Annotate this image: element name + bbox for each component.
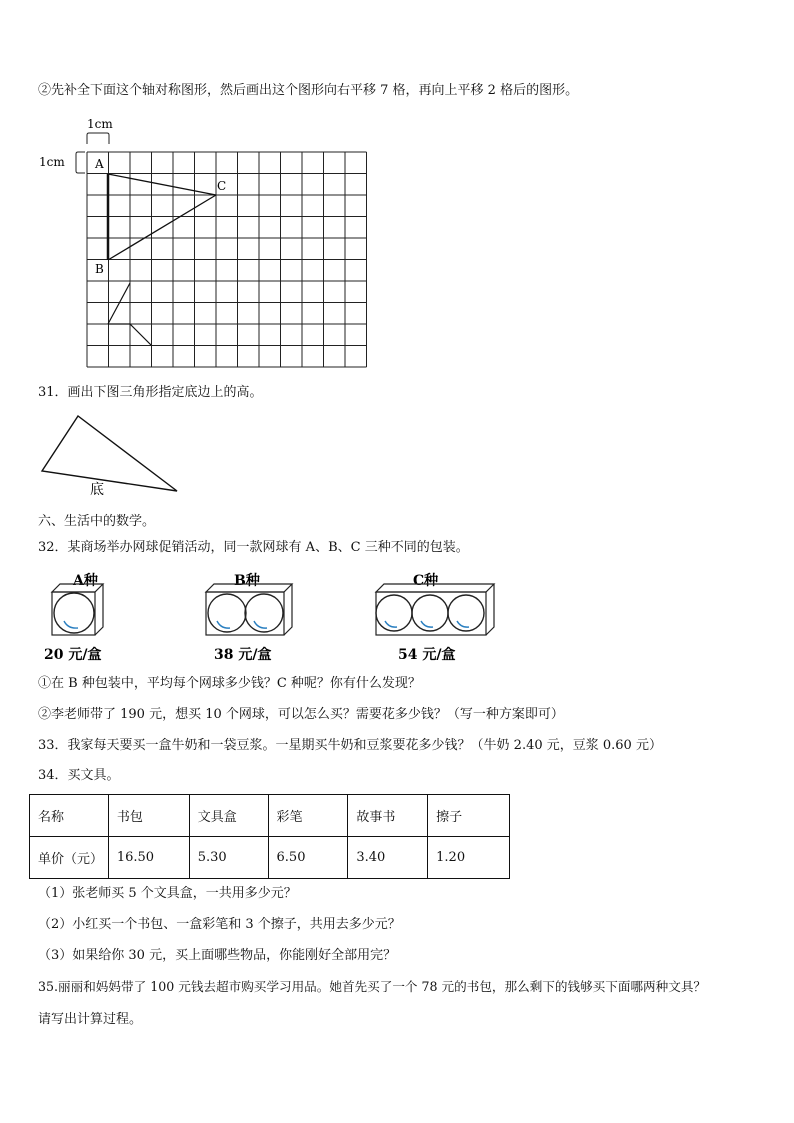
label-a: A (95, 157, 104, 171)
table-row (30, 837, 510, 879)
package-c-price: 54 元/盒 (398, 647, 456, 663)
label-b: B (95, 262, 104, 276)
q33-text: 33．我家每天要买一盒牛奶和一袋豆浆。一星期买牛奶和豆浆要花多少钱？（牛奶 2.40 元，豆浆 0.60 元） (38, 738, 662, 753)
q35-line1-text: 35.丽丽和妈妈带了 100 元钱去超市购买学习用品。她首先买了一个 78 元的书包，那么剩下的钱够买下面哪两种文具？ (38, 979, 707, 994)
package-a (44, 572, 103, 663)
table-cell: 彩笔 (268, 795, 348, 837)
grid-lines (87, 152, 367, 367)
package-a-name: A种 (73, 573, 98, 589)
table-cell: 1.20 (428, 837, 510, 879)
section-6-title: 六、生活中的数学。 (38, 514, 156, 529)
q31-text: 31．画出下图三角形指定底边上的高。 (38, 385, 263, 400)
grid-figure (0, 0, 794, 380)
table-cell: 单价（元） (30, 837, 109, 879)
q34-part1-text: （1）张老师买 5 个文具盒，一共用多少元？ (38, 886, 297, 901)
package-c-name: C种 (413, 573, 439, 589)
triangle (42, 416, 177, 491)
unit-top-label: 1cm (87, 117, 113, 131)
q32-part1-text: ①在 B 种包装中，平均每个网球多少钱？C 种呢？你有什么发现？ (38, 676, 421, 691)
ball (54, 593, 94, 633)
partial-line-1 (108, 283, 130, 324)
price-table (29, 794, 510, 879)
ball (208, 594, 246, 632)
package-b (206, 572, 292, 663)
package-b-price: 38 元/盒 (214, 647, 272, 663)
ball (245, 594, 283, 632)
table-cell: 5.30 (189, 837, 268, 879)
segment-ac (108, 174, 216, 195)
table-cell: 故事书 (348, 795, 428, 837)
table-cell: 6.50 (268, 837, 348, 879)
package-b-name: B种 (234, 573, 260, 589)
ball (412, 595, 448, 631)
package-c (376, 572, 494, 663)
triangle-base-label: 底 (90, 482, 104, 498)
q30-part2-text: ②先补全下面这个轴对称图形，然后画出这个图形向右平移 7 格，再向上平移 2 格后的图形。 (38, 83, 579, 98)
ball (448, 595, 484, 631)
package-a-price: 20 元/盒 (44, 647, 102, 663)
table-cell: 名称 (30, 795, 109, 837)
table-cell: 书包 (108, 795, 189, 837)
table-cell: 文具盒 (189, 795, 268, 837)
label-c: C (217, 179, 227, 193)
q34-part3-text: （3）如果给你 30 元，买上面哪些物品，你能刚好全部用完？ (38, 948, 397, 963)
unit-bracket-top (87, 133, 109, 144)
table-cell: 擦子 (428, 795, 510, 837)
unit-left-label: 1cm (39, 155, 65, 169)
q32-part2-text: ②李老师带了 190 元，想买 10 个网球，可以怎么买？需要花多少钱？（写一种方案即可） (38, 707, 564, 722)
packages-figure (0, 565, 794, 665)
table-cell: 16.50 (108, 837, 189, 879)
table-cell: 3.40 (348, 837, 428, 879)
q34-text: 34．买文具。 (38, 768, 120, 783)
table-header-row (30, 795, 510, 837)
segment-bc (108, 195, 216, 260)
ball (376, 595, 412, 631)
q34-part2-text: （2）小红买一个书包、一盒彩笔和 3 个擦子，共用去多少元？ (38, 917, 401, 932)
unit-bracket-left (76, 152, 85, 173)
q32-text: 32．某商场举办网球促销活动，同一款网球有 A、B、C 三种不同的包装。 (38, 540, 469, 555)
q35-line2-text: 请写出计算过程。 (38, 1012, 143, 1027)
triangle-figure (0, 405, 300, 500)
partial-line-3 (130, 324, 151, 345)
